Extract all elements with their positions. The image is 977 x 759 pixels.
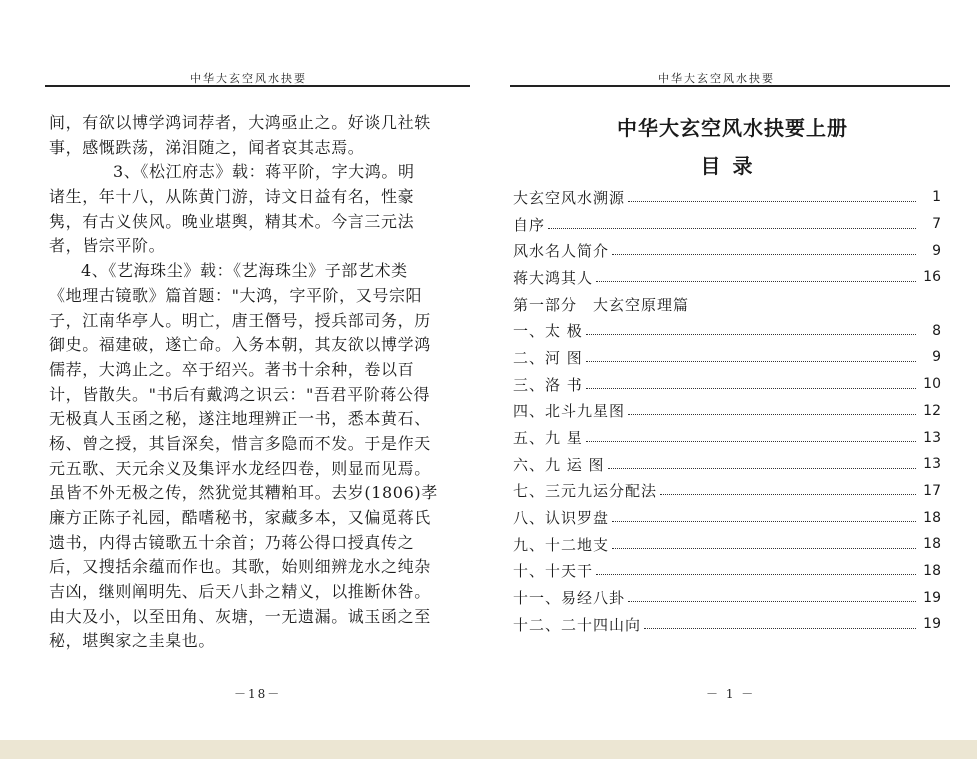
page-number-right: － 1 － xyxy=(706,687,756,701)
text-line: 遗书，内得古镜歌五十余首；乃蒋公得口授真传之 xyxy=(49,532,415,552)
text-line: 廉方正陈子礼园，酷嗜秘书，家藏多本，又偏觅蒋氏 xyxy=(49,508,431,527)
toc-leader xyxy=(548,228,916,229)
toc-leader xyxy=(608,468,916,469)
toc-leader xyxy=(596,574,916,575)
toc-entry-label: 十一、易经八卦 xyxy=(513,589,626,608)
body-text xyxy=(49,111,469,654)
toc-entry[interactable] xyxy=(513,317,941,344)
toc-leader xyxy=(612,548,916,549)
toc-entry-label: 十二、二十四山向 xyxy=(513,615,642,634)
toc-entry[interactable] xyxy=(513,398,941,425)
toc-entry-page: 13 xyxy=(923,456,941,473)
table-of-contents xyxy=(513,184,941,638)
text-line: 儒荐，大鸿止之。卒于绍兴。著书十余种，卷以百 xyxy=(49,359,415,379)
text-line: 元五歌、天元余义及集评水龙经四卷，则显而见焉。 xyxy=(49,458,431,478)
text-line: 者，皆宗平阶。 xyxy=(49,236,166,256)
toc-entry[interactable] xyxy=(513,504,941,531)
toc-leader xyxy=(586,388,916,389)
text-line: 3、《松江府志》载：蒋平阶，字大鸿。明 xyxy=(113,162,415,182)
toc-entry[interactable] xyxy=(513,451,941,478)
header-rule-right xyxy=(510,85,950,87)
toc-entry[interactable] xyxy=(513,558,941,585)
text-line: 虽皆不外无极之传，然犹觉其糟粕耳。去岁(1806)孝 xyxy=(49,483,438,503)
text-line: 诸生，年十八，从陈黄门游，诗文日益有名，性豪 xyxy=(49,187,415,207)
toc-entry[interactable] xyxy=(513,344,941,371)
toc-entry-label: 九、十二地支 xyxy=(513,535,610,554)
toc-entry-label: 六、九 运 图 xyxy=(513,455,605,474)
toc-entry-page: 9 xyxy=(932,349,941,366)
text-line: 后，又搜括余蕴而作也。其歌，始则细辨龙水之纯杂 xyxy=(49,557,431,577)
toc-entry[interactable] xyxy=(513,371,941,398)
toc-leader xyxy=(660,494,916,495)
toc-entry-label: 风水名人简介 xyxy=(513,242,610,261)
toc-entry-label: 七、三元九运分配法 xyxy=(513,482,658,501)
text-line: 《地理古镜歌》篇首题："大鸿，字平阶，又号宗阳 xyxy=(49,285,423,305)
toc-entry-page: 1 xyxy=(932,189,941,206)
running-head-right: 中华大玄空风水抉要 xyxy=(658,72,775,85)
running-head-left: 中华大玄空风水抉要 xyxy=(190,72,307,85)
toc-leader xyxy=(612,521,916,522)
text-line: 4、《艺海珠尘》载：《艺海珠尘》子部艺术类 xyxy=(81,261,408,281)
toc-entry-label: 五、九 星 xyxy=(513,429,583,448)
contents-heading: 目录 xyxy=(700,154,765,178)
toc-entry-label: 三、洛 书 xyxy=(513,375,583,394)
toc-leader xyxy=(586,361,916,362)
book-title: 中华大玄空风水抉要上册 xyxy=(617,116,848,140)
toc-entry-label: 十、十天干 xyxy=(513,562,594,581)
text-line: 子，江南华亭人。明亡，唐王僭号，授兵部司务，历 xyxy=(49,310,431,330)
toc-leader xyxy=(612,254,916,255)
text-line: 由大及小，以至田角、灰塘，一无遗漏。诚玉函之至 xyxy=(49,606,431,626)
toc-entry-page: 7 xyxy=(932,216,941,233)
toc-leader xyxy=(596,281,916,282)
toc-entry-page: 10 xyxy=(923,376,941,393)
toc-entry-page: 19 xyxy=(923,589,941,606)
toc-entry-page: 12 xyxy=(923,402,941,419)
toc-entry-label: 自序 xyxy=(513,215,546,234)
toc-leader xyxy=(644,628,916,629)
toc-entry-label: 二、河 图 xyxy=(513,348,583,367)
toc-leader xyxy=(628,601,916,602)
toc-entry-label: 一、太 极 xyxy=(513,322,583,341)
toc-section-heading xyxy=(513,291,941,318)
toc-entry-page: 16 xyxy=(923,269,941,286)
toc-entry[interactable] xyxy=(513,424,941,451)
toc-leader xyxy=(586,334,916,335)
toc-entry-page: 13 xyxy=(923,429,941,446)
toc-entry[interactable] xyxy=(513,531,941,558)
toc-leader xyxy=(628,414,916,415)
toc-entry[interactable] xyxy=(513,211,941,238)
toc-entry-label: 八、认识罗盘 xyxy=(513,509,610,528)
scan-edge-strip xyxy=(0,740,977,759)
toc-leader xyxy=(586,441,916,442)
text-line: 间，有欲以博学鸿词荐者，大鸿亟止之。好谈几社轶 xyxy=(49,113,431,132)
toc-entry[interactable] xyxy=(513,611,941,638)
text-line: 御史。福建破，遂亡命。入务本朝，其友欲以博学鸿 xyxy=(49,335,431,355)
text-line: 秘，堪舆家之圭臬也。 xyxy=(49,631,216,651)
text-line: 吉凶，继则阐明先、后天八卦之精义，以推断休咎。 xyxy=(49,582,431,602)
toc-entry[interactable] xyxy=(513,264,941,291)
text-line: 无极真人玉函之秘，遂注地理辨正一书，悉本黄石、 xyxy=(49,409,431,429)
toc-entry-label: 大玄空风水溯源 xyxy=(513,188,626,207)
toc-entry[interactable] xyxy=(513,584,941,611)
toc-entry-page: 18 xyxy=(923,536,941,553)
right-page xyxy=(488,0,977,740)
left-page xyxy=(0,0,488,740)
toc-entry-page: 18 xyxy=(923,562,941,579)
toc-entry[interactable] xyxy=(513,237,941,264)
toc-section-label: 第一部分 大玄空原理篇 xyxy=(513,295,690,314)
text-line: 事，感慨跌荡，涕泪随之，闻者哀其志焉。 xyxy=(49,137,365,157)
toc-entry-page: 8 xyxy=(932,322,941,339)
toc-entry-page: 18 xyxy=(923,509,941,526)
toc-entry-label: 四、北斗九星图 xyxy=(513,402,626,421)
text-line: 隽，有古义侠风。晚业堪舆，精其术。今言三元法 xyxy=(49,211,415,231)
toc-entry-page: 17 xyxy=(923,482,941,499)
toc-entry-page: 19 xyxy=(923,616,941,633)
toc-entry[interactable] xyxy=(513,184,941,211)
header-rule-left xyxy=(45,85,470,87)
toc-entry[interactable] xyxy=(513,478,941,505)
page-number-left: －18－ xyxy=(234,687,282,701)
toc-entry-page: 9 xyxy=(932,242,941,259)
text-line: 计，皆散失。"书后有戴鸿之识云："吾君平阶蒋公得 xyxy=(49,384,431,404)
toc-entry-label: 蒋大鸿其人 xyxy=(513,268,594,287)
toc-leader xyxy=(628,201,916,202)
text-line: 杨、曾之授，其旨深矣，惜言多隐而不发。于是作天 xyxy=(49,433,431,453)
